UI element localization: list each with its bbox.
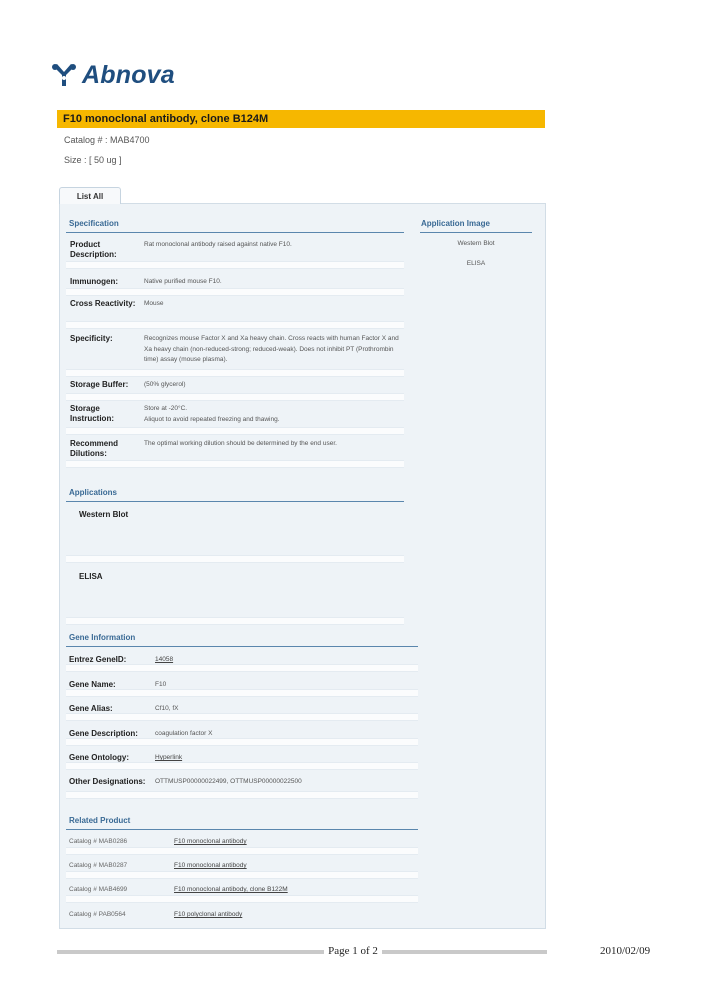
row-separator [66,393,404,401]
row-separator [66,847,418,855]
spec-value: Store at -20°C. Aliquot to avoid repeated freezing and thawing. [144,405,280,423]
gene-ontology-link[interactable]: Hyperlink [155,754,183,761]
related-product-rule [66,829,418,830]
specification-title: Specification [69,219,119,228]
spec-value: The optimal working dilution should be determined by the end user. [144,440,337,447]
row-separator [66,689,418,697]
product-size: Size : [ 50 ug ] [64,155,122,165]
spec-value: Native purified mouse F10. [144,278,222,285]
specification-rule [66,232,404,233]
row-separator [66,617,404,625]
gene-label: Other Designations: [69,777,146,786]
catalog-number: Catalog # : MAB4700 [64,135,150,145]
gene-label: Gene Description: [69,729,138,738]
row-separator [66,895,418,903]
gene-value: coagulation factor X [155,730,213,737]
spec-label: Specificity: [70,334,113,343]
related-product-title: Related Product [69,816,131,825]
product-title-bar [57,110,545,128]
related-catalog: Catalog # PAB0564 [69,911,126,918]
entrez-gene-link[interactable]: 14058 [155,656,174,663]
row-separator [66,288,404,296]
row-separator [66,791,418,799]
row-separator [66,871,418,879]
row-separator [66,261,404,269]
row-separator [66,321,404,329]
related-product-link[interactable]: F10 monoclonal antibody, clone B122M [174,886,288,893]
abnova-logo [50,60,175,90]
gene-label: Entrez GeneID: [69,655,127,664]
application-item: Western Blot [79,510,129,519]
related-catalog: Catalog # MAB4699 [69,886,128,893]
related-product-link[interactable]: F10 monoclonal antibody [174,838,247,845]
footer-date: 2010/02/09 [600,945,651,957]
content-panel [59,203,546,929]
gene-value: Cf10, fX [155,705,179,712]
spec-label: Product Description: [70,240,117,259]
application-image-item[interactable]: ELISA [466,260,486,267]
row-separator [66,427,404,435]
spec-label: Storage Buffer: [70,380,129,389]
gene-information-title: Gene Information [69,633,136,642]
row-separator [66,460,404,468]
abnova-logo-icon [50,62,78,88]
spec-label: Recommend Dilutions: [70,439,119,458]
application-image-title: Application Image [421,219,490,228]
gene-information-rule [66,646,418,647]
gene-value: F10 [155,681,167,688]
gene-value: OTTMUSP00000022499, OTTMUSP00000022500 [155,778,302,785]
spec-value: Recognizes mouse Factor X and Xa heavy chain. Cross reacts with human Factor X and Xa heavy chain (non-reduced-strong; reduced-weak). Does not inhibit PT (Prothrombin time) assay (mouse plasma). [144,335,399,363]
spec-label: Immunogen: [70,277,118,286]
spec-value: Mouse [144,300,164,307]
row-separator [66,738,418,746]
gene-label: Gene Ontology: [69,753,129,762]
spec-label: Cross Reactivity: [70,299,136,308]
related-catalog: Catalog # MAB0286 [69,838,128,845]
related-product-link[interactable]: F10 polyclonal antibody [174,911,243,918]
page-number: Page 1 of 2 [324,945,382,957]
row-separator [66,555,404,563]
related-product-link[interactable]: F10 monoclonal antibody [174,862,247,869]
spec-value: Rat monoclonal antibody raised against native F10. [144,241,292,248]
product-title: F10 monoclonal antibody, clone B124M [63,113,269,125]
application-image-rule [420,232,532,233]
row-separator [66,664,418,672]
spec-value: (50% glycerol) [144,381,186,388]
tab-list-all[interactable]: List All [59,187,121,204]
logo-text: Abnova [82,60,175,89]
application-image-item[interactable]: Western Blot [457,240,495,247]
applications-title: Applications [69,488,118,497]
related-catalog: Catalog # MAB0287 [69,862,128,869]
application-item: ELISA [79,572,103,581]
applications-rule [66,501,404,502]
spec-label: Storage Instruction: [70,404,114,423]
gene-label: Gene Alias: [69,704,113,713]
gene-label: Gene Name: [69,680,116,689]
row-separator [66,713,418,721]
row-separator [66,762,418,770]
row-separator [66,369,404,377]
